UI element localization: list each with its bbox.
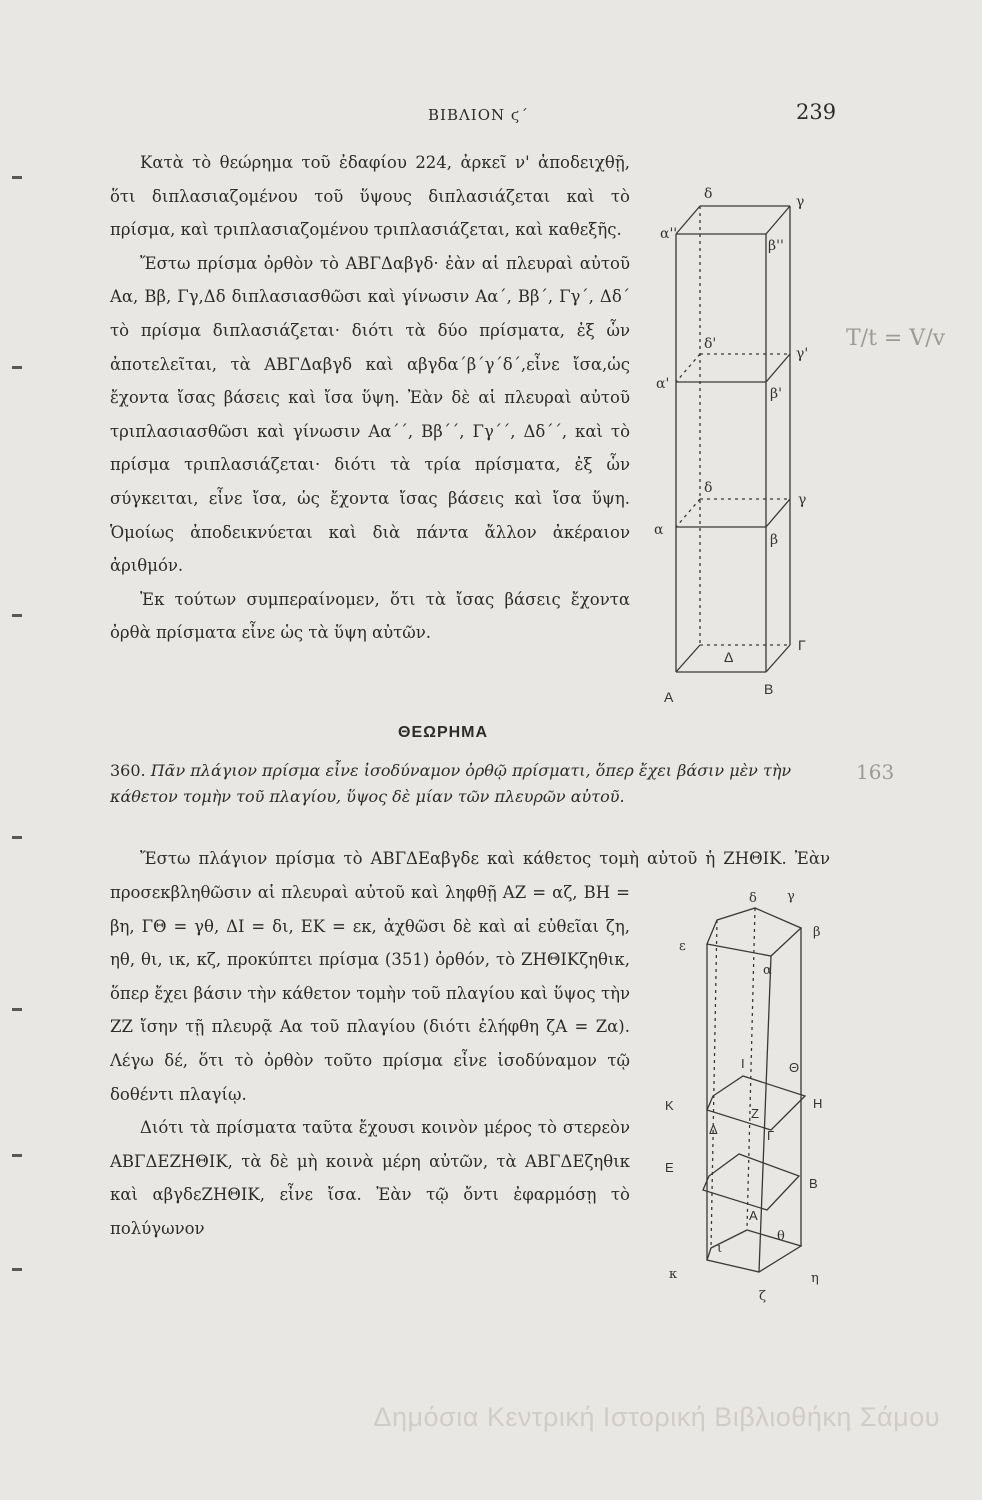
fig2-label-iota-bot: ι	[717, 1241, 723, 1256]
intro-paragraph-3: Ἐκ τούτων συμπεραίνομεν, ὅτι τὰ ἴσας βάσεις ἔχοντα ὀρθὰ πρίσματα εἶνε ὡς τὰ ὕψη αὐτῶν.	[110, 589, 630, 643]
fig1-label-beta-top: β''	[768, 238, 784, 254]
fig2-label-Gamma: Γ	[767, 1128, 775, 1143]
fig1-label-beta-mid2: β'	[770, 386, 782, 402]
fig1-label-B-base: Β	[764, 681, 774, 697]
proof-paragraph-2: Διότι τὰ πρίσματα ταῦτα ἔχουσι κοινὸν μέρος τὸ στερεὸν ΑΒΓΔΕΖΗΘΙΚ, τὰ δὲ μὴ κοινὰ μέρη αὐτῶν, τὰ ΑΒΓΔΕζηθικ καὶ αβγδεΖΗΘΙΚ, εἶνε ἴσα. Ἐὰν τῷ ὄντι ἐφαρμόσῃ τὸ πολύγωνον	[110, 1118, 630, 1238]
fig2-label-Delta: Δ	[709, 1122, 718, 1137]
fig2-label-E: Ε	[665, 1160, 674, 1175]
fig1-label-gamma-top: γ	[796, 194, 805, 210]
edge-mark	[12, 1268, 22, 1271]
fig2-label-alpha-top: α	[763, 963, 772, 978]
fig2-label-theta-bot: θ	[777, 1229, 785, 1244]
proof-text-top	[110, 842, 830, 876]
figure-oblique-prism	[655, 889, 865, 1310]
theorem-statement	[110, 758, 830, 810]
fig1-label-Gamma-base: Γ	[798, 637, 806, 653]
edge-mark	[12, 1008, 22, 1011]
fig2-label-gamma-top: γ	[787, 889, 795, 904]
edge-mark	[12, 614, 22, 617]
fig2-label-Z: Ζ	[751, 1106, 759, 1121]
proof-paragraph-1: Ἔστω πλάγιον πρίσμα τὸ ΑΒΓΔΕαβγδε καὶ κάθετος τομὴ αὐτοῦ ἡ ΖΗΘΙΚ. Ἐὰν	[140, 849, 830, 868]
fig2-label-delta-top: δ	[749, 891, 757, 906]
fig1-label-delta-mid1: δ	[704, 480, 713, 496]
fig1-label-delta-mid2: δ'	[704, 336, 717, 352]
fig1-label-Delta-base: Δ	[724, 649, 734, 665]
intro-paragraph-2: Ἔστω πρίσμα ὀρθὸν τὸ ΑΒΓΔαβγδ· ἐὰν αἱ πλευραὶ αὐτοῦ Αα, Ββ, Γγ,Δδ διπλασιασθῶσι καὶ γίνωσιν Αα΄, Ββ΄, Γγ΄, Δδ΄ τὸ πρίσμα διπλασιάζεται· διότι τὰ δύο πρίσματα, ἐξ ὧν ἀποτελεῖται, τὰ ΑΒΓΔαβγδ καὶ αβγδα΄β΄γ΄δ΄,εἶνε ἴσα,ὡς ἔχοντα ἴσας βάσεις καὶ ἴσα ὕψη. Ἐὰν δὲ αἱ πλευραὶ αὐτοῦ τριπλασιασθῶσι καὶ γίνωσιν Αα΄΄, Ββ΄΄, Γγ΄΄, Δδ΄΄, καὶ τὸ πρίσμα τριπλασιάζεται· διότι τὰ τρία πρίσματα, ἐξ ὧν σύγκειται, εἶνε ἴσα, ὡς ἔχοντα ἴσας βάσεις καὶ ἴσα ὕψη. Ὁμοίως ἀποδεικνύεται καὶ διὰ πάντα ἄλλον ἀκέραιον ἀριθμόν.	[110, 253, 630, 576]
fig1-label-alpha-mid1: α	[654, 522, 664, 538]
proof-text	[110, 876, 630, 1246]
edge-mark	[12, 176, 22, 179]
fig1-label-alpha-mid2: α'	[656, 376, 670, 392]
fig1-label-gamma-mid2: γ'	[796, 346, 809, 362]
intro-text	[110, 146, 630, 650]
fig2-label-zeta-bot: ζ	[759, 1289, 767, 1304]
margin-number: 163	[856, 760, 895, 784]
fig2-label-beta-top: β	[813, 925, 821, 940]
library-watermark: Δημόσια Κεντρική Ιστορική Βιβλιοθήκη Σάμου	[373, 1402, 940, 1432]
fig1-label-beta-mid1: β	[770, 532, 779, 548]
fig2-label-B: Β	[809, 1176, 818, 1191]
theorem-heading: ΘΕΩΡΗΜΑ	[398, 724, 489, 741]
fig1-label-A-base: Α	[664, 689, 674, 705]
theorem-text: Πᾶν πλάγιον πρίσμα εἶνε ἰσοδύναμον ὀρθῷ πρίσματι, ὅπερ ἔχει βάσιν μὲν τὴν κάθετον τομὴν τοῦ πλαγίου, ὕψος δὲ μίαν τῶν πλευρῶν αὐτοῦ.	[110, 761, 792, 806]
edge-mark	[12, 836, 22, 839]
edge-mark	[12, 1154, 22, 1157]
page-number: 239	[796, 100, 837, 124]
running-header: ΒΙΒΛΙΟΝ ϛ΄	[428, 106, 529, 124]
theorem-number: 360.	[110, 761, 146, 780]
fig2-label-Theta: Θ	[789, 1060, 800, 1075]
edge-mark	[12, 366, 22, 369]
fig2-label-A: Α	[749, 1208, 758, 1223]
figure-right-prism	[640, 170, 860, 730]
fig2-label-eta-bot: η	[811, 1271, 819, 1286]
ratio-annotation: T/t = V/v	[846, 326, 946, 351]
fig2-label-I: Ι	[741, 1056, 745, 1071]
intro-paragraph-1: Κατὰ τὸ θεώρημα τοῦ ἐδαφίου 224, ἀρκεῖ ν' ἀποδειχθῇ, ὅτι διπλασιαζομένου τοῦ ὕψους διπλασιάζεται καὶ τὸ πρίσμα, καὶ τριπλασιαζομένου τριπλασιάζεται, καὶ καθεξῆς.	[110, 153, 630, 240]
fig1-label-gamma-mid1: γ	[798, 492, 807, 508]
fig1-label-delta-top: δ	[704, 186, 713, 202]
fig2-label-H: Η	[813, 1096, 823, 1111]
fig1-label-alpha-top: α''	[660, 226, 678, 242]
fig2-label-K: Κ	[665, 1098, 674, 1113]
fig2-label-epsilon-top: ε	[679, 939, 686, 954]
proof-paragraph-1-cont: προσεκβληθῶσιν αἱ πλευραὶ αὐτοῦ καὶ ληφθῇ ΑΖ = αζ, ΒΗ = βη, ΓΘ = γθ, ΔΙ = δι, ΕΚ = εκ, ἀχθῶσι δὲ καὶ αἱ εὐθεῖαι ζη, ηθ, θι, ικ, κζ, προκύπτει πρίσμα (351) ὀρθόν, τὸ ΖΗΘΙΚζηθικ, ὅπερ ἔχει βάσιν τὴν κάθετον τομὴν τοῦ πλαγίου καὶ ὕψος τὴν ΖΖ ἴσην τῇ πλευρᾷ Αα τοῦ πλαγίου (διότι ἐλήφθη ζΑ = Ζα). Λέγω δέ, ὅτι τὸ ὀρθὸν τοῦτο πρίσμα εἶνε ἰσοδύναμον τῷ δοθέντι πλαγίῳ.	[110, 883, 630, 1104]
fig2-label-kappa-bot: κ	[669, 1267, 678, 1282]
